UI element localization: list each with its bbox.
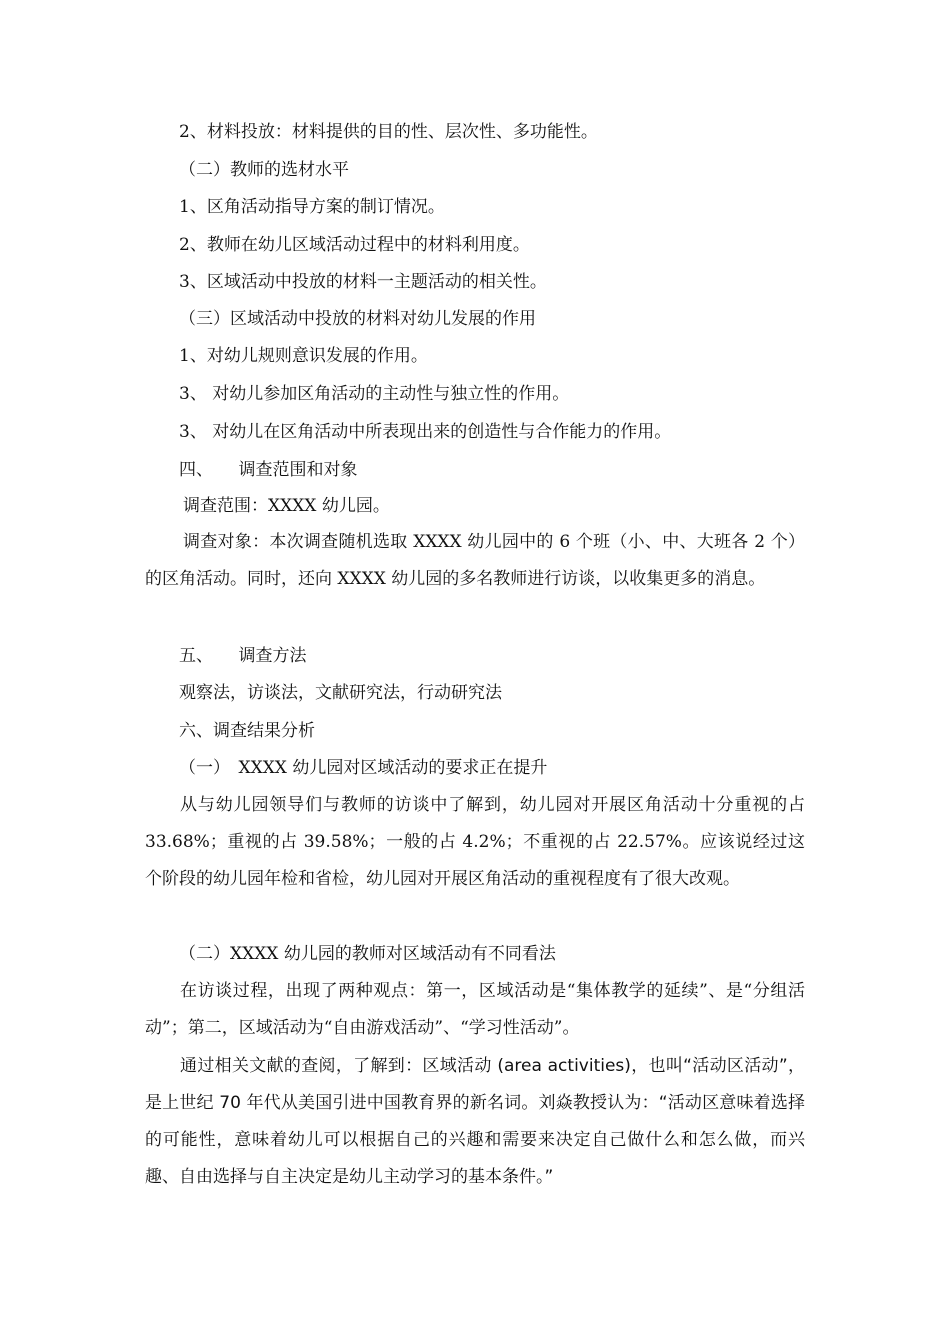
section-heading-results: 六、调查结果分析 [179, 721, 315, 741]
section-heading-methods: 五、 调查方法 [179, 646, 307, 666]
subheading-material-effect: （三）区域活动中投放的材料对幼儿发展的作用 [179, 309, 536, 329]
paragraph-literature-review: 通过相关文献的查阅，了解到：区域活动 (area activities)，也叫“活动区活动”，是上世纪 70 年代从美国引进中国教育界的新名词。刘焱教授认为：“活动区意味着选择的可能性，意味着幼儿可以根据自己的兴趣和需要来决定自己做什么和怎么做，而兴趣、自由选择与自主决定是幼儿主动学习的基本条件。” [145, 1056, 805, 1187]
subheading-requirements-rising: （一） XXXX 幼儿园对区域活动的要求正在提升 [179, 758, 548, 778]
section-heading-scope: 四、 调查范围和对象 [179, 460, 358, 480]
subheading-different-views: （二）XXXX 幼儿园的教师对区域活动有不同看法 [179, 944, 556, 964]
subheading-teacher-material-selection: （二）教师的选材水平 [179, 160, 349, 180]
text-line-rule-awareness: 1、对幼儿规则意识发展的作用。 [179, 346, 428, 366]
text-line-methods: 观察法，访谈法，文献研究法，行动研究法 [179, 683, 502, 703]
text-line-theme-relevance: 3、区域活动中投放的材料一主题活动的相关性。 [179, 272, 547, 292]
paragraph-two-views: 在访谈过程，出现了两种观点：第一，区域活动是“集体教学的延续”、是“分组活动”；第二，区域活动为“自由游戏活动”、“学习性活动”。 [145, 981, 805, 1038]
paragraph-survey-objects: 调查对象：本次调查随机选取 XXXX 幼儿园中的 6 个班（小、中、大班各 2 个）的区角活动。同时，还向 XXXX 幼儿园的多名教师进行访谈，以收集更多的消息。 [145, 532, 805, 589]
paragraph-interview-findings: 从与幼儿园领导们与教师的访谈中了解到，幼儿园对开展区角活动十分重视的占 33.68%；重视的占 39.58%；一般的占 4.2%；不重视的占 22.57%。应该说经过这个阶段的幼儿园年检和省检，幼儿园对开展区角活动的重视程度有了很大改观。 [145, 795, 805, 889]
text-line-initiative: 3、 对幼儿参加区角活动的主动性与独立性的作用。 [179, 384, 570, 404]
text-line-material-utilization: 2、教师在幼儿区域活动过程中的材料利用度。 [179, 235, 530, 255]
text-line-survey-scope: 调查范围：XXXX 幼儿园。 [183, 496, 390, 516]
text-line-creativity: 3、 对幼儿在区角活动中所表现出来的创造性与合作能力的作用。 [179, 422, 672, 442]
text-line-guidance-plan: 1、区角活动指导方案的制订情况。 [179, 197, 445, 217]
text-line-material-placement: 2、材料投放：材料提供的目的性、层次性、多功能性。 [179, 122, 598, 142]
